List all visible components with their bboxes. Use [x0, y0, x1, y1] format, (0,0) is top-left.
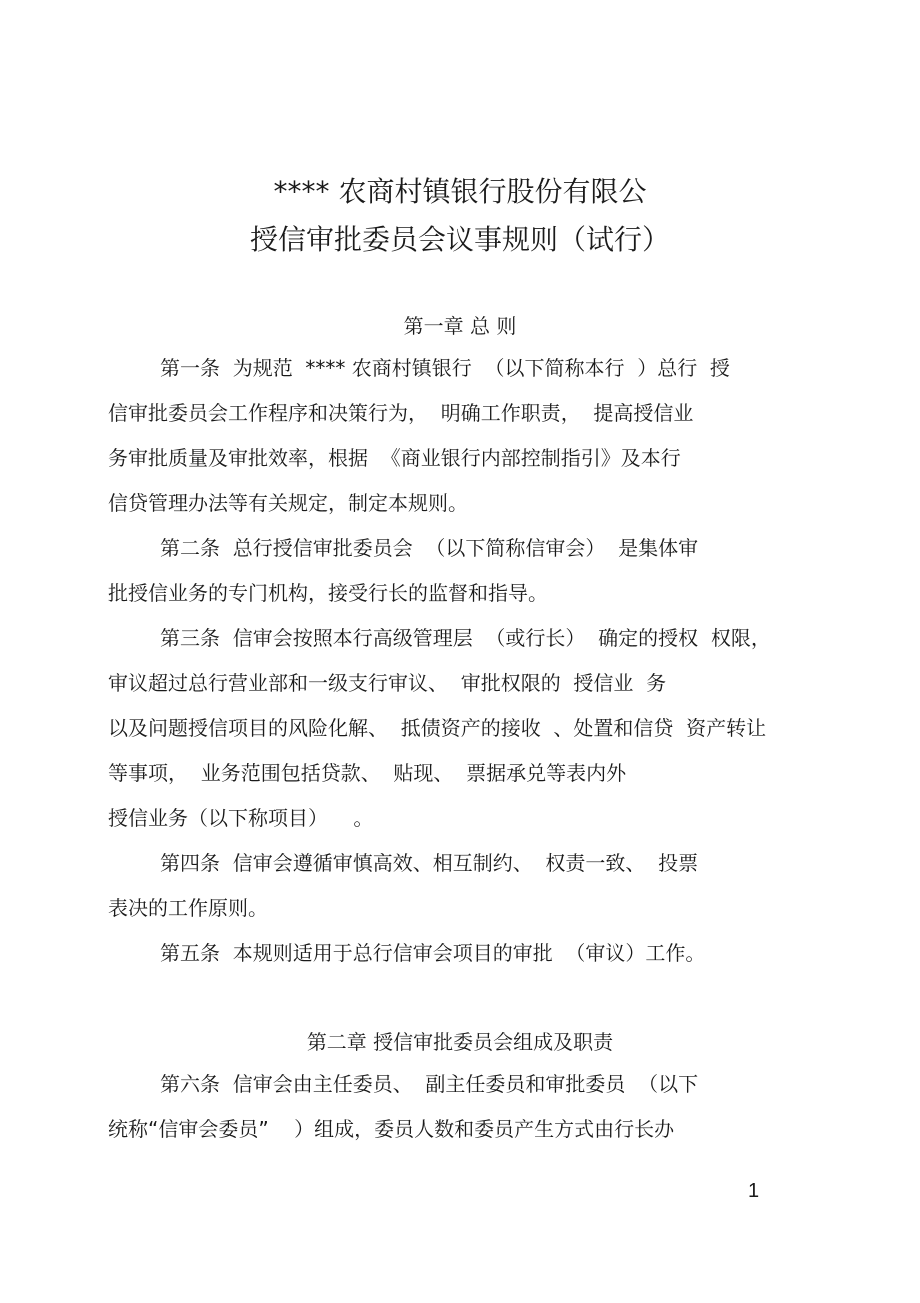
page-number: 1: [748, 1180, 760, 1202]
article-1-line-2: 信审批委员会工作程序和决策行为， 明确工作职责， 提高授信业: [108, 401, 694, 425]
article-2-line-2: 批授信业务的专门机构，接受行长的监督和指导。: [108, 581, 548, 605]
article-3-line-3: 以及问题授信项目的风险化解、 抵债资产的接收 、处置和信贷 资产转让: [108, 716, 767, 740]
article-3-line-4: 等事项， 业务范围包括贷款、 贴现、 票据承兑等表内外: [108, 761, 627, 785]
article-4-line-1: 第四条 信审会遵循审慎高效、相互制约、 权责一致、 投票: [160, 851, 699, 875]
article-4-line-2: 表决的工作原则。: [108, 896, 268, 920]
chapter-heading-1: 第一章 总 则: [403, 314, 517, 338]
article-1-line-3: 务审批质量及审批效率，根据 《商业银行内部控制指引》及本行: [108, 446, 681, 470]
article-3-line-1: 第三条 信审会按照本行高级管理层 （或行长） 确定的授权 权限，: [160, 626, 771, 650]
article-3-line-2: 审议超过总行营业部和一级支行审议、 审批权限的 授信业 务: [108, 671, 667, 695]
article-6-line-1: 第六条 信审会由主任委员、 副主任委员和审批委员 （以下: [160, 1072, 699, 1096]
article-3-line-5: 授信业务（以下称项目） 。: [108, 806, 374, 830]
chapter-heading-2: 第二章 授信审批委员会组成及职责: [306, 1030, 614, 1054]
article-1-line-1: 第一条 为规范 **** 农商村镇银行 （以下简称本行 ）总行 授: [160, 356, 730, 380]
document-title-line-1: **** 农商村镇银行股份有限公: [273, 175, 647, 208]
article-1-line-4: 信贷管理办法等有关规定，制定本规则。: [108, 491, 468, 515]
article-5-line-1: 第五条 本规则适用于总行信审会项目的审批 （审议）工作。: [160, 941, 706, 965]
document-title-line-2: 授信审批委员会议事规则（试行）: [249, 223, 670, 256]
article-2-line-1: 第二条 总行授信审批委员会 （以下简称信审会） 是集体审: [160, 536, 699, 560]
article-6-line-2: 统称“信审会委员” ）组成，委员人数和委员产生方式由行长办: [108, 1117, 675, 1141]
